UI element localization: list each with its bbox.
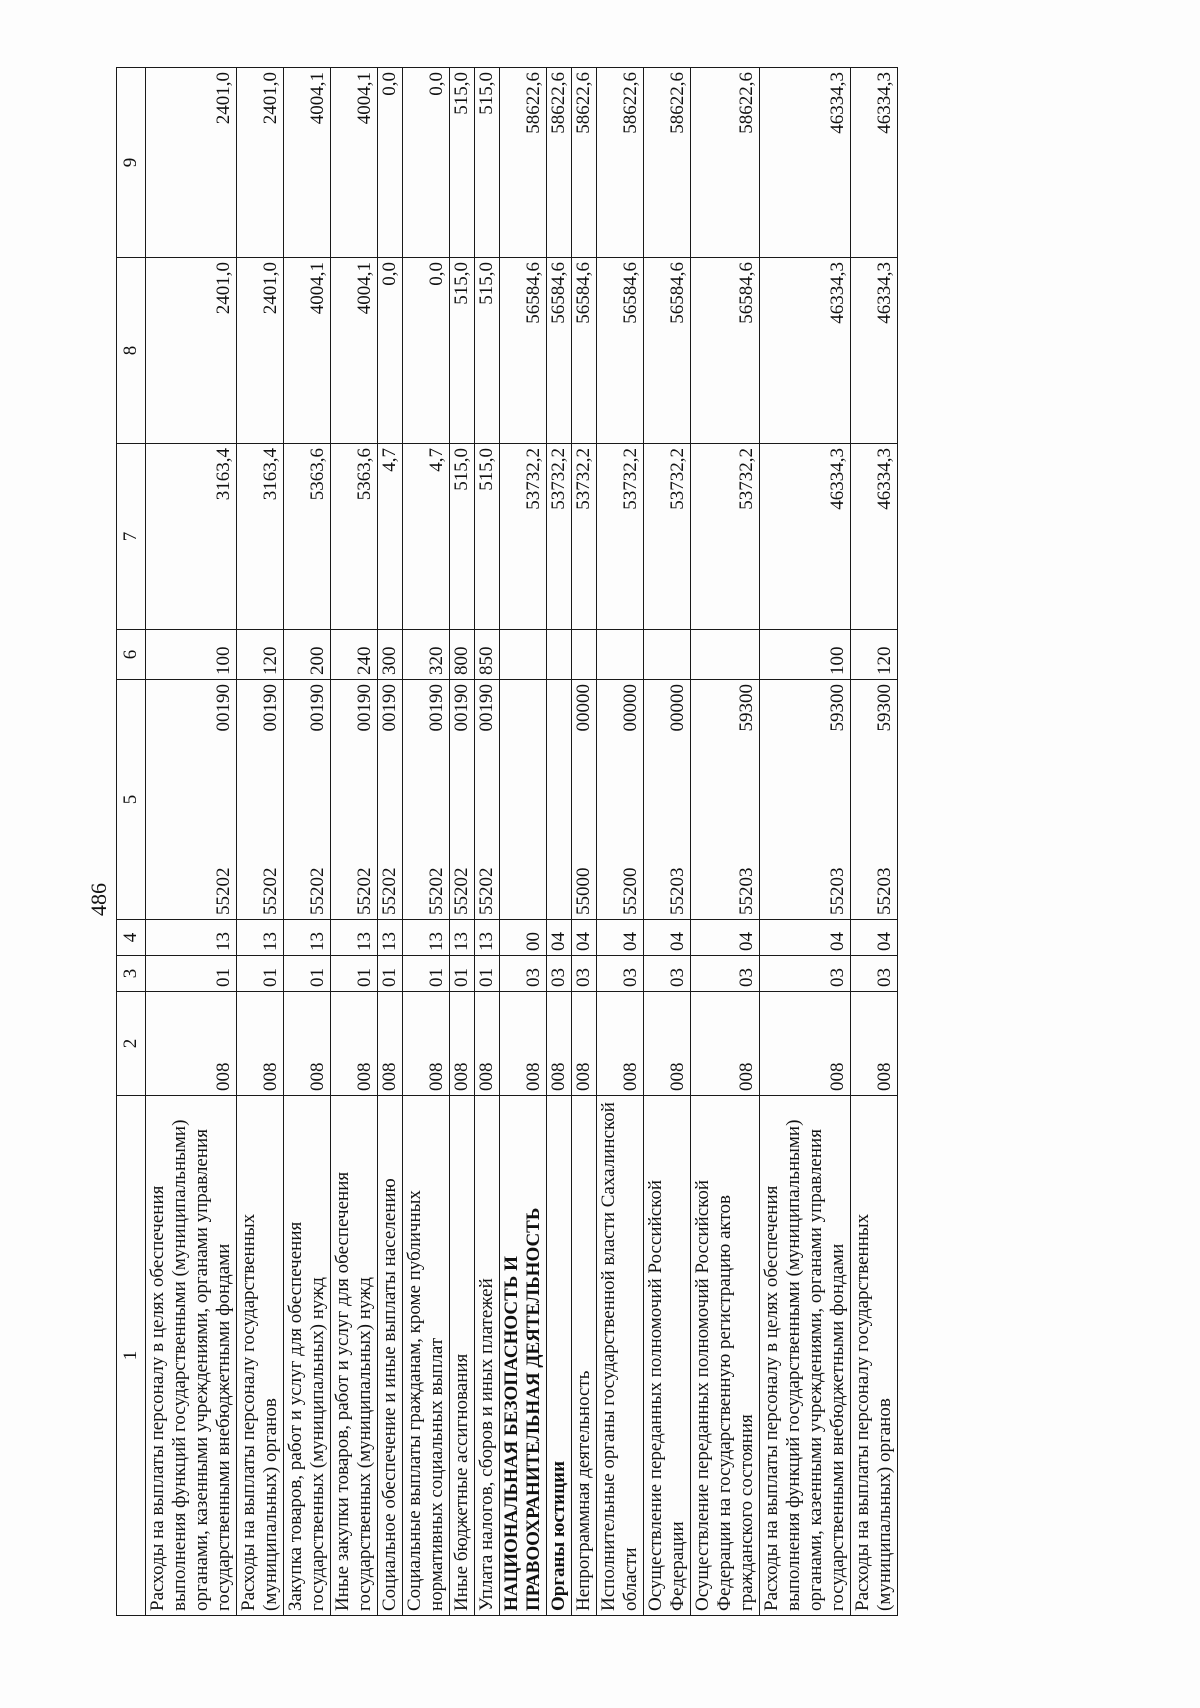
row-csr xyxy=(378,680,403,920)
row-csr-program: 55202 xyxy=(213,867,234,915)
row-pr: 04 xyxy=(644,920,691,956)
row-csr-parts xyxy=(874,684,896,915)
row-csr-direction: 00190 xyxy=(354,684,375,732)
table-row xyxy=(284,68,331,1616)
row-ved: 008 xyxy=(475,992,500,1096)
row-value-2022: 56584,6 xyxy=(644,258,691,444)
row-pr: 13 xyxy=(475,920,500,956)
row-value-2023: 0,0 xyxy=(378,68,403,258)
table-row xyxy=(597,68,644,1616)
row-value-2022: 46334,3 xyxy=(760,258,851,444)
row-vr xyxy=(547,630,572,680)
row-value-2021: 515,0 xyxy=(450,444,475,630)
row-csr-direction: 00190 xyxy=(451,684,472,732)
row-vr: 100 xyxy=(146,630,237,680)
row-rz: 03 xyxy=(691,956,760,992)
row-csr-program: 55202 xyxy=(379,867,400,915)
row-csr-direction: 59300 xyxy=(874,684,895,732)
row-csr-parts xyxy=(573,684,595,915)
row-vr: 240 xyxy=(331,630,378,680)
row-vr xyxy=(644,630,691,680)
row-csr xyxy=(500,680,547,920)
row-csr-program: 55202 xyxy=(451,867,472,915)
row-csr xyxy=(644,680,691,920)
row-pr: 04 xyxy=(851,920,898,956)
row-value-2023: 58622,6 xyxy=(644,68,691,258)
row-csr-direction: 00190 xyxy=(307,684,328,732)
row-value-2023: 46334,3 xyxy=(760,68,851,258)
row-csr-parts xyxy=(736,684,758,915)
row-vr: 120 xyxy=(851,630,898,680)
row-ved: 008 xyxy=(500,992,547,1096)
table-row xyxy=(572,68,597,1616)
row-rz: 01 xyxy=(475,956,500,992)
row-rz: 03 xyxy=(500,956,547,992)
rotated-sheet xyxy=(82,68,1122,1616)
row-ved: 008 xyxy=(450,992,475,1096)
row-csr xyxy=(237,680,284,920)
row-rz: 01 xyxy=(237,956,284,992)
row-csr-program: 55202 xyxy=(307,867,328,915)
row-rz: 01 xyxy=(331,956,378,992)
row-ved: 008 xyxy=(146,992,237,1096)
row-csr-parts xyxy=(476,684,498,915)
row-value-2023: 515,0 xyxy=(450,68,475,258)
col-header-8: 8 xyxy=(117,258,146,444)
row-rz: 03 xyxy=(547,956,572,992)
row-value-2022: 0,0 xyxy=(403,258,450,444)
row-rz: 01 xyxy=(403,956,450,992)
row-name: Расходы на выплаты персоналу в целях обеспечения выполнения функций государственными (муниципальными) органами, казенными учреждениями, органами управления государственными внебюджетными фондами xyxy=(760,1096,851,1616)
row-pr: 04 xyxy=(572,920,597,956)
row-value-2021: 4,7 xyxy=(403,444,450,630)
row-value-2021: 4,7 xyxy=(378,444,403,630)
row-value-2023: 58622,6 xyxy=(597,68,644,258)
row-csr-direction: 00000 xyxy=(620,684,641,732)
row-csr-program: 55203 xyxy=(667,867,688,915)
table-row xyxy=(378,68,403,1616)
row-rz: 01 xyxy=(450,956,475,992)
row-name: Социальные выплаты гражданам, кроме публичных нормативных социальных выплат xyxy=(403,1096,450,1616)
row-csr-program: 55203 xyxy=(827,867,848,915)
row-csr xyxy=(146,680,237,920)
row-ved: 008 xyxy=(284,992,331,1096)
row-csr-program: 55203 xyxy=(736,867,757,915)
row-name: Осуществление переданных полномочий Российской Федерации xyxy=(644,1096,691,1616)
row-value-2023: 58622,6 xyxy=(500,68,547,258)
row-pr: 13 xyxy=(378,920,403,956)
row-pr: 13 xyxy=(284,920,331,956)
row-vr: 120 xyxy=(237,630,284,680)
row-name: Уплата налогов, сборов и иных платежей xyxy=(475,1096,500,1616)
row-csr-parts xyxy=(213,684,235,915)
row-ved: 008 xyxy=(331,992,378,1096)
row-value-2023: 4004,1 xyxy=(331,68,378,258)
row-ved: 008 xyxy=(403,992,450,1096)
row-csr-program: 55202 xyxy=(426,867,447,915)
table-row xyxy=(450,68,475,1616)
row-vr: 300 xyxy=(378,630,403,680)
row-value-2021: 46334,3 xyxy=(851,444,898,630)
row-pr: 13 xyxy=(237,920,284,956)
table-row xyxy=(691,68,760,1616)
row-csr-program: 55200 xyxy=(620,867,641,915)
row-ved: 008 xyxy=(572,992,597,1096)
table-row xyxy=(500,68,547,1616)
row-pr: 13 xyxy=(450,920,475,956)
row-pr: 00 xyxy=(500,920,547,956)
row-value-2023: 2401,0 xyxy=(146,68,237,258)
row-value-2021: 5363,6 xyxy=(331,444,378,630)
row-csr-parts xyxy=(827,684,849,915)
row-csr-program: 55202 xyxy=(354,867,375,915)
row-value-2022: 56584,6 xyxy=(547,258,572,444)
budget-table xyxy=(116,67,898,1616)
table-row xyxy=(851,68,898,1616)
row-value-2022: 4004,1 xyxy=(331,258,378,444)
row-value-2023: 515,0 xyxy=(475,68,500,258)
row-csr xyxy=(331,680,378,920)
table-row xyxy=(146,68,237,1616)
row-name: Непрограммная деятельность xyxy=(572,1096,597,1616)
row-csr-parts xyxy=(620,684,642,915)
row-csr-direction: 00190 xyxy=(260,684,281,732)
row-vr: 800 xyxy=(450,630,475,680)
row-ved: 008 xyxy=(691,992,760,1096)
row-value-2021: 53732,2 xyxy=(691,444,760,630)
table-row xyxy=(644,68,691,1616)
row-pr: 04 xyxy=(547,920,572,956)
page-number: 486 xyxy=(86,883,111,916)
row-value-2021: 46334,3 xyxy=(760,444,851,630)
row-value-2021: 5363,6 xyxy=(284,444,331,630)
header-row xyxy=(117,68,146,1616)
row-ved: 008 xyxy=(378,992,403,1096)
row-value-2021: 53732,2 xyxy=(597,444,644,630)
row-csr-direction: 00190 xyxy=(426,684,447,732)
row-pr: 04 xyxy=(691,920,760,956)
row-value-2023: 58622,6 xyxy=(691,68,760,258)
row-value-2021: 3163,4 xyxy=(146,444,237,630)
row-value-2023: 46334,3 xyxy=(851,68,898,258)
row-csr-direction: 00190 xyxy=(213,684,234,732)
row-vr: 320 xyxy=(403,630,450,680)
row-value-2022: 56584,6 xyxy=(691,258,760,444)
row-csr-parts xyxy=(451,684,473,915)
row-value-2022: 2401,0 xyxy=(237,258,284,444)
row-csr xyxy=(403,680,450,920)
row-value-2023: 2401,0 xyxy=(237,68,284,258)
row-rz: 03 xyxy=(851,956,898,992)
row-value-2022: 0,0 xyxy=(378,258,403,444)
row-name: Органы юстиции xyxy=(547,1096,572,1616)
row-csr-parts xyxy=(426,684,448,915)
row-name: НАЦИОНАЛЬНАЯ БЕЗОПАСНОСТЬ И ПРАВООХРАНИТЕЛЬНАЯ ДЕЯТЕЛЬНОСТЬ xyxy=(500,1096,547,1616)
row-value-2022: 56584,6 xyxy=(597,258,644,444)
row-rz: 01 xyxy=(146,956,237,992)
row-value-2022: 56584,6 xyxy=(572,258,597,444)
row-name: Расходы на выплаты персоналу государственных (муниципальных) органов xyxy=(851,1096,898,1616)
row-csr-program: 55202 xyxy=(260,867,281,915)
table-row xyxy=(403,68,450,1616)
row-csr-direction: 59300 xyxy=(827,684,848,732)
row-value-2022: 56584,6 xyxy=(500,258,547,444)
row-rz: 03 xyxy=(572,956,597,992)
row-value-2023: 4004,1 xyxy=(284,68,331,258)
row-ved: 008 xyxy=(760,992,851,1096)
row-name: Иные закупки товаров, работ и услуг для обеспечения государственных (муниципальных) нужд xyxy=(331,1096,378,1616)
row-value-2021: 53732,2 xyxy=(572,444,597,630)
row-vr: 850 xyxy=(475,630,500,680)
row-value-2023: 58622,6 xyxy=(572,68,597,258)
row-name: Расходы на выплаты персоналу в целях обеспечения выполнения функций государственными (муниципальными) органами, казенными учреждениями, органами управления государственными внебюджетными фондами xyxy=(146,1096,237,1616)
row-csr-direction: 00000 xyxy=(573,684,594,732)
row-csr-direction: 59300 xyxy=(736,684,757,732)
row-vr: 200 xyxy=(284,630,331,680)
row-csr-direction: 00190 xyxy=(379,684,400,732)
row-name: Иные бюджетные ассигнования xyxy=(450,1096,475,1616)
col-header-5: 5 xyxy=(117,680,146,920)
row-pr: 13 xyxy=(331,920,378,956)
row-pr: 04 xyxy=(760,920,851,956)
row-pr: 04 xyxy=(597,920,644,956)
row-csr-direction: 00190 xyxy=(476,684,497,732)
row-value-2022: 2401,0 xyxy=(146,258,237,444)
row-rz: 03 xyxy=(760,956,851,992)
row-csr xyxy=(475,680,500,920)
row-csr-parts xyxy=(667,684,689,915)
row-csr-program: 55203 xyxy=(874,867,895,915)
row-value-2021: 3163,4 xyxy=(237,444,284,630)
row-ved: 008 xyxy=(851,992,898,1096)
row-value-2021: 53732,2 xyxy=(500,444,547,630)
row-value-2022: 4004,1 xyxy=(284,258,331,444)
row-ved: 008 xyxy=(644,992,691,1096)
col-header-1: 1 xyxy=(117,1096,146,1616)
col-header-3: 3 xyxy=(117,956,146,992)
row-csr-program: 55202 xyxy=(476,867,497,915)
row-value-2021: 53732,2 xyxy=(644,444,691,630)
table-body xyxy=(146,68,898,1616)
row-value-2021: 53732,2 xyxy=(547,444,572,630)
row-value-2023: 58622,6 xyxy=(547,68,572,258)
row-csr xyxy=(450,680,475,920)
row-csr-program: 55000 xyxy=(573,867,594,915)
col-header-7: 7 xyxy=(117,444,146,630)
row-value-2022: 515,0 xyxy=(450,258,475,444)
col-header-6: 6 xyxy=(117,630,146,680)
row-csr-parts xyxy=(307,684,329,915)
row-vr xyxy=(572,630,597,680)
row-vr xyxy=(597,630,644,680)
table-row xyxy=(237,68,284,1616)
row-csr-parts xyxy=(354,684,376,915)
row-csr-direction: 00000 xyxy=(667,684,688,732)
table-row xyxy=(475,68,500,1616)
row-csr-parts xyxy=(260,684,282,915)
row-name: Осуществление переданных полномочий Российской Федерации на государственную регистрацию актов гражданского состояния xyxy=(691,1096,760,1616)
row-rz: 03 xyxy=(644,956,691,992)
row-pr: 13 xyxy=(403,920,450,956)
row-value-2022: 46334,3 xyxy=(851,258,898,444)
table-row xyxy=(547,68,572,1616)
row-vr xyxy=(691,630,760,680)
row-rz: 01 xyxy=(378,956,403,992)
col-header-2: 2 xyxy=(117,992,146,1096)
col-header-4: 4 xyxy=(117,920,146,956)
col-header-9: 9 xyxy=(117,68,146,258)
row-ved: 008 xyxy=(237,992,284,1096)
row-name: Закупка товаров, работ и услуг для обеспечения государственных (муниципальных) нужд xyxy=(284,1096,331,1616)
row-pr: 13 xyxy=(146,920,237,956)
row-value-2022: 515,0 xyxy=(475,258,500,444)
row-csr xyxy=(691,680,760,920)
row-ved: 008 xyxy=(547,992,572,1096)
table-row xyxy=(760,68,851,1616)
row-csr xyxy=(284,680,331,920)
row-csr xyxy=(572,680,597,920)
row-csr xyxy=(760,680,851,920)
row-csr xyxy=(851,680,898,920)
row-csr xyxy=(597,680,644,920)
row-name: Социальное обеспечение и иные выплаты населению xyxy=(378,1096,403,1616)
row-csr xyxy=(547,680,572,920)
row-vr xyxy=(500,630,547,680)
row-rz: 03 xyxy=(597,956,644,992)
row-name: Расходы на выплаты персоналу государственных (муниципальных) органов xyxy=(237,1096,284,1616)
row-rz: 01 xyxy=(284,956,331,992)
row-ved: 008 xyxy=(597,992,644,1096)
table-row xyxy=(331,68,378,1616)
row-value-2023: 0,0 xyxy=(403,68,450,258)
row-vr: 100 xyxy=(760,630,851,680)
row-name: Исполнительные органы государственной власти Сахалинской области xyxy=(597,1096,644,1616)
row-csr-parts xyxy=(379,684,401,915)
row-value-2021: 515,0 xyxy=(475,444,500,630)
